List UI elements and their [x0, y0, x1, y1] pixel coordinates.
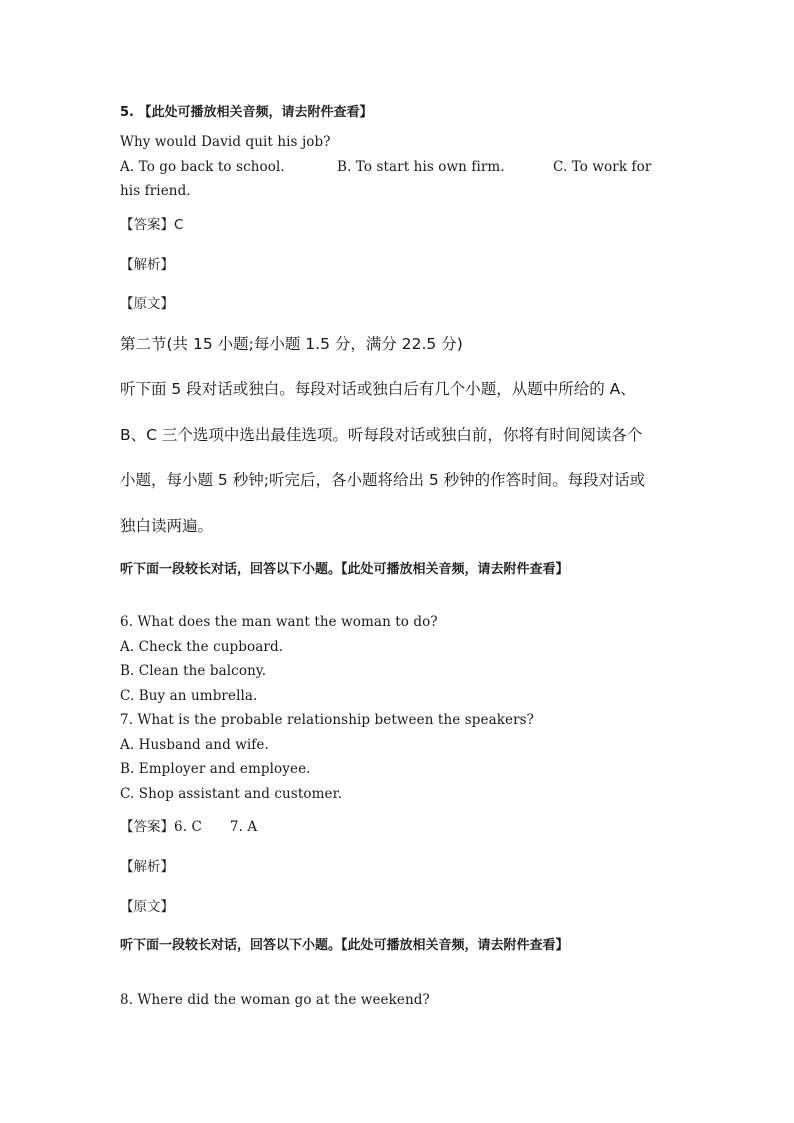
section2-instruction-line3: 小题，每小题 5 秒钟;听完后，各小题将给出 5 秒钟的作答时间。每段对话或 — [120, 471, 646, 489]
answer-6: 6. C — [174, 819, 202, 835]
q6-option-c: C. Buy an umbrella. — [120, 688, 258, 704]
q5-option-a: A. To go back to school. — [120, 159, 285, 175]
section2-instruction-line1: 听下面 5 段对话或独白。每段对话或独白后有几个小题，从题中所给的 A、 — [120, 380, 636, 398]
listen-prompt-2: 听下面一段较长对话，回答以下小题。【此处可播放相关音频，请去附件查看】 — [120, 938, 569, 953]
section2-title: 第二节(共 15 小题;每小题 1.5 分，满分 22.5 分) — [120, 335, 463, 353]
q5-option-c: C. To work for — [553, 159, 652, 175]
answer-label: 【答案】 — [120, 819, 174, 835]
q5-answer: 【答案】C — [120, 217, 184, 233]
q6-option-a: A. Check the cupboard. — [120, 639, 284, 655]
q8-question: 8. Where did the woman go at the weekend? — [120, 992, 430, 1008]
section2-instruction-line4: 独白读两遍。 — [120, 517, 214, 535]
q7-option-b: B. Employer and employee. — [120, 761, 311, 777]
q5-option-b: B. To start his own firm. — [337, 159, 505, 175]
q7-option-a: A. Husband and wife. — [120, 737, 269, 753]
q7-option-c: C. Shop assistant and customer. — [120, 786, 343, 802]
q5-question: Why would David quit his job? — [120, 134, 331, 150]
listen-prompt-1: 听下面一段较长对话，回答以下小题。【此处可播放相关音频，请去附件查看】 — [120, 562, 569, 577]
answer-7: 7. A — [229, 819, 258, 835]
q7-analysis-label: 【解析】 — [120, 859, 174, 875]
q5-header: 5. 【此处可播放相关音频，请去附件查看】 — [120, 105, 373, 120]
q5-analysis-label: 【解析】 — [120, 257, 174, 273]
q7-original-label: 【原文】 — [120, 899, 174, 915]
q5-original-label: 【原文】 — [120, 296, 174, 312]
q7-question: 7. What is the probable relationship between the speakers? — [120, 712, 535, 728]
q5-option-c-continued: his friend. — [120, 183, 191, 199]
q6-option-b: B. Clean the balcony. — [120, 663, 267, 679]
q6-question: 6. What does the man want the woman to do? — [120, 614, 438, 630]
q6-q7-answer — [120, 815, 257, 835]
section2-instruction-line2: B、C 三个选项中选出最佳选项。听每段对话或独白前，你将有时间阅读各个 — [120, 426, 643, 444]
